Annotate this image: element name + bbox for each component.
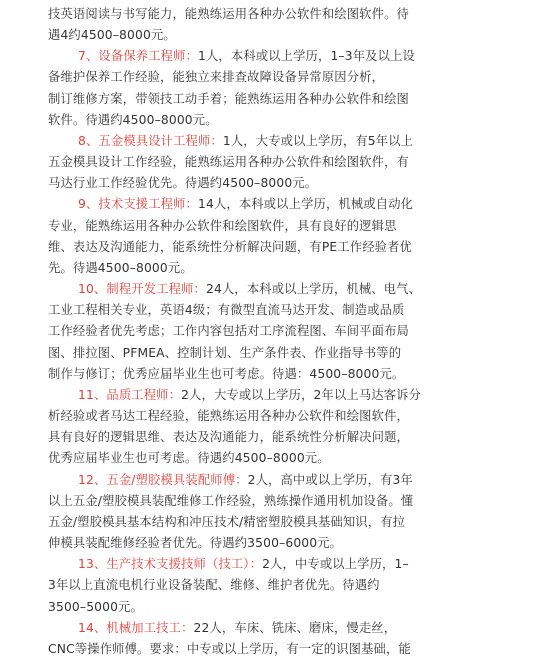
paragraph-line: 3年以上直流电机行业设备装配、维修、维护者优先。待遇约 xyxy=(48,578,380,593)
section-heading: 7、设备保养工程师： xyxy=(78,49,198,64)
paragraph-line: 以上五金/塑胶模具装配维修工作经验，熟练操作通用机加设备。懂 xyxy=(48,493,414,508)
section-11-first-line: 11、品质工程师：2人，大专或以上学历，2年以上马达客诉分 xyxy=(78,387,422,402)
paragraph-line: 维、表达及沟通能力，能系统性分析解决问题，有PE工作经验者优 xyxy=(48,239,412,254)
paragraph-line: 制作与修订；优秀应届毕业生也可考虑。待遇：4500–8000元。 xyxy=(48,366,405,381)
section-9-first-line: 9、技术支援工程师：14人，本科或以上学历，机械或自动化 xyxy=(78,197,414,212)
paragraph-line: 技英语阅读与书写能力，能熟练运用各种办公软件和绘图软件。待 xyxy=(48,7,409,21)
paragraph-line: CNC等操作师傅。要求：中专或以上学历，有一定的识图基础，能 xyxy=(48,641,411,656)
paragraph-line: 制订维修方案，带领技工动手着；能熟练运用各种办公软件和绘图 xyxy=(48,91,409,106)
section-10-first-line: 10、制程开发工程师：24人，本科或以上学历，机械、电气、 xyxy=(78,282,422,297)
section-heading: 11、品质工程师： xyxy=(78,387,182,402)
paragraph-line: 析经验或者马达工程经验，能熟练运用各种办公软件和绘图软件， xyxy=(48,409,409,424)
section-12-first-line: 12、五金/塑胶模具装配师傅：2人，高中或以上学历，有3年 xyxy=(78,472,413,487)
paragraph-line: 先。待遇4500–8000元。 xyxy=(48,260,193,275)
paragraph-line: 专业，能熟练运用各种办公软件和绘图软件，具有良好的逻辑思 xyxy=(48,218,397,233)
paragraph-line: 优秀应届毕业生也可考虑。待遇约4500–8000元。 xyxy=(48,451,330,466)
paragraph-line: 备维护保养工作经验，能独立来排查故障设备异常原因分析， xyxy=(48,70,385,85)
section-heading: 12、五金/塑胶模具装配师傅： xyxy=(78,472,248,487)
paragraph-line: 伸模具装配维修经验者优先。待遇约3500–6000元。 xyxy=(48,536,343,551)
paragraph-line: 遇4约4500–8000元。 xyxy=(48,28,176,43)
paragraph-line: 软件。待遇约4500–8000元。 xyxy=(48,112,218,127)
section-heading: 13、生产技术支援技师（技工）： xyxy=(78,557,263,572)
paragraph-line: 工作经验者优先考虑；工作内容包括对工序流程图、车间平面布局 xyxy=(48,324,409,339)
section-heading: 10、制程开发工程师： xyxy=(78,282,206,297)
paragraph-line: 3500–5000元。 xyxy=(48,599,143,614)
section-7-first-line: 7、设备保养工程师：1人，本科或以上学历，1–3年及以上设 xyxy=(78,49,415,64)
section-8-first-line: 8、五金模具设计工程师：1人，大专或以上学历，有5年以上 xyxy=(78,133,414,148)
section-heading: 9、技术支援工程师： xyxy=(78,197,198,212)
section-heading: 8、五金模具设计工程师： xyxy=(78,133,223,148)
paragraph-line: 五金/塑胶模具基本结构和冲压技术/精密塑胶模具基础知识，有拉 xyxy=(48,514,406,529)
paragraph-line: 具有良好的逻辑思维、表达及沟通能力，能系统性分析解决问题， xyxy=(48,430,409,445)
section-13-first-line: 13、生产技术支援技师（技工）：2人，中专或以上学历，1– xyxy=(78,557,409,572)
section-14-first-line: 14、机械加工技工：22人，车床、铣床、磨床，慢走丝， xyxy=(78,620,397,635)
paragraph-line: 工业工程相关专业，英语4级；有微型直流马达开发、制造或品质 xyxy=(48,303,405,318)
paragraph-line: 马达行业工作经验优先。待遇约4500–8000元。 xyxy=(48,176,318,191)
section-heading: 14、机械加工技工： xyxy=(78,620,194,635)
paragraph-line: 五金模具设计工作经验，能熟练运用各种办公软件和绘图软件，有 xyxy=(48,155,409,170)
paragraph-line: 图、排拉图、PFMEA、控制计划、生产条件表、作业指导书等的 xyxy=(48,345,402,360)
